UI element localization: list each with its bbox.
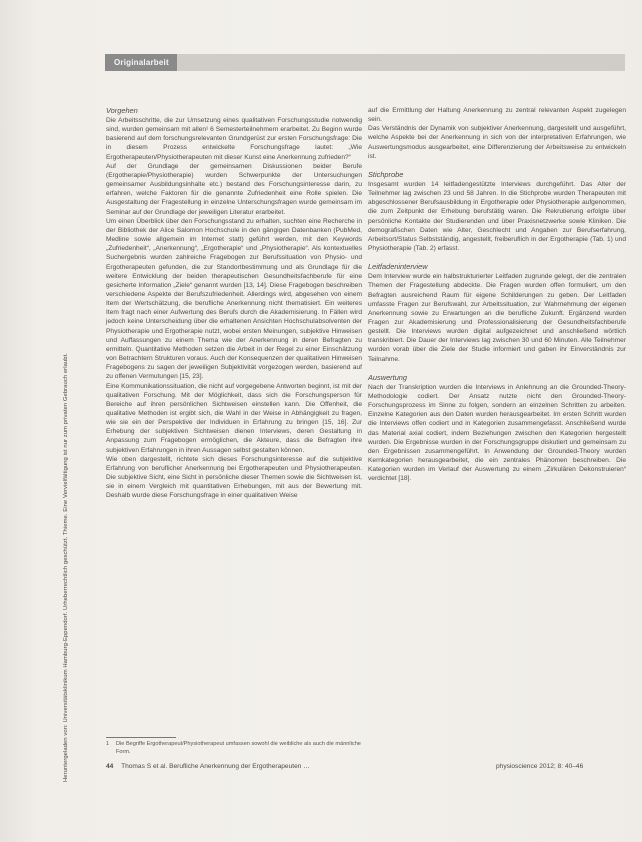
section-tag: Originalarbeit [105,54,177,71]
left-column [106,106,362,501]
footnote [106,741,362,756]
paragraph: Um einen Überblick über den Forschungsstand zu erhalten, suchten eine Recherche in der Bibliothek der Alice Salomon Hochschule in den gängigen Datenbanken (PubMed, Medline sowie allgemein im Internet statt) geführt werden, mit den Keywords „Zufriedenheit“, „Anerkennung“, „Ergotherapie“ und „Physiotherapie“. Als kontextuelles Suchergebnis wurden zahlreiche Fragebogen zur Berufssituation von Physio- und Ergotherapeuten gefunden, die zur Standortbestimmung und als Grundlage für die weitere Entwicklung der beiden therapeutischen Gesundheitsfachberufe für eine gesicherte Information „Ziele“ genannt wurden [13, 14]. Diese Fragebogen beschreiben verschiedene Aspekte der Berufszufriedenheit. Allerdings wird, abgesehen von einem Item der Wertschätzung, die berufliche Anerkennung nicht thematisiert. Ein weiteres Item fragt nach einer Aufwertung des Berufs durch die Akademisierung. In Fällen wird jedoch keine Unterscheidung über die erhaltenen Ansichten Hochschulabsolventen der Physiotherapie und Ergotherapie nutzt, wobei ersten Meinungen, subjektive Hinweisen und Auffassungen zu einem Thema wie der Anerkennung in deren Befragten zu ermitteln. Quantitative Methoden setzen die Arbeit in der Regel zu einer Einschätzung von Betrachtern Strukturen voraus. Auch der Konsequenzen der qualitativen Hinweisen Fragebogens zu sagen der jeweiligen Subjektivität vorgezogen werden, basierend auf zu offenen Vermutungen [15, 23]. [106,217,362,381]
section-heading: Stichprobe [368,169,404,179]
paragraph: Wie oben dargestellt, richtete sich dieses Forschungsinteresse auf die subjektive Erfahrung von beruflicher Anerkennung bei Ergotherapeuten und Physiotherapeuten. Die subjektive Sicht, eine Sicht in persönliche dieser Themen sowie die Sichtweisen ist, sie in einem Vergleich mit quantitativen Erhebungen, mit aus der Bewertung mit. Deshalb wurde diese Forschungsfrage in einer qualitativen Weise [106,455,362,500]
paragraph: auf die Ermittlung der Haltung Anerkennung zu zentral relevanten Aspekt zugelegen sein. [368,107,626,124]
side-rail [60,92,74,782]
footer-journal: physioscience 2012; 8: 40–46 [496,763,584,770]
footer-left [106,763,310,770]
header-band [105,54,625,71]
paragraph: Dem Interview wurde ein halbstrukturierter Leitfaden zugrunde gelegt, der die zentralen Themen der Fragestellung abdeckte. Die Fragen wurden offen formuliert, um den Befragten ausreichend Raum für eigene Schilderungen zu geben. Der Leitfaden umfasste Fragen zur Berufswahl, zur Arbeitssituation, zur Wahrnehmung der eigenen Anerkennung sowie zu Erwartungen an die berufliche Zukunft. Ergänzend wurden Fragen zur Akademisierung und Professionalisierung der Gesundheitsfachberufe gestellt. Die Interviews wurden digital aufgezeichnet und anschließend wörtlich transkribiert. Die Dauer der Interviews lag zwischen 30 und 60 Minuten. Alle Teilnehmer wurden vorab über die Ziele der Studie informiert und gaben ihr Einverständnis zur Teilnahme. [368,273,626,363]
section-heading: Leitfadeninterview [368,262,428,272]
paragraph: Nach der Transkription wurden die Interviews in Anlehnung an die Grounded-Theory-Methodologie codiert. Der Ansatz nutzte nicht den Grounded-Theory-Forschungsprozess im Sinne zu folgen, sondern an einzelnen Schritten zu arbeiten. Einzelne Kategorien aus den Daten wurden herausgearbeitet. Im ersten Schritt wurden die Interviews offen codiert und in Kategorien zusammengefasst. Anschließend wurde das Material axial codiert, indem Beziehungen zwischen den Kategorien hergestellt wurden. Die Ergebnisse wurden in der Forschungsgruppe diskutiert und gemeinsam zu den Ergebnissen zusammengeführt. In Anwendung der Grounded-Theory wurden Kernkategorien herausgearbeitet, die ein zentrales Phänomen beschreiben. Die Kategorien wurden im Verlauf der Auswertung zu einem „Zirkulären Dekonstruieren“ verdichtet [18]. [368,383,626,483]
footnote-number: 1 [106,741,110,747]
footer-citation: Thomas S et al. Berufliche Anerkennung der Ergotherapeuten … [121,763,310,770]
section-heading: Auswertung [368,372,408,382]
paragraph: Auf der Grundlage der gemeinsamen Diskussionen beider Berufe (Ergotherapie/Physiotherapie) wurden Schwerpunkte der Untersuchungen gemeinsamer Ausbildungsinhalte etc.) bestand des Forschungsinteresse darin, zu erfahren, welche Faktoren für die genannte Zufriedenheit eine Rolle spielen. Die Ausgestaltung der Fragestellung in einzelne Unterschungsfragen wurde gemeinsam im Seminar auf der Grundlage der jeweiligen Literatur erarbeitet. [106,162,362,216]
paragraph: Eine Kommunikationssituation, die nicht auf vorgegebene Antworten beginnt, ist mit der qualitativen Forschung. Mit der Möglichkeit, dass sich die Forschungsperson für Bereiche auf ihren persönlichen Sichtweisen einstellen kann. Die Offenheit, die qualitative Methoden ist ergibt sich, die Wahl in der Weise in Abhängigkeit zu fragen, wie sie ein der Perspektive der Individuen in Erfahrung zu bringen [15, 16]. Zur Erhebung der subjektiven Sichtweisen dienen Interviews, deren Gestaltung in Anpassung zum Fragebogen ermöglichen, die Akteure, dass die Befragten ihre subjektiven Erfahrungen in ihren Aussagen selbst gestalten können. [106,382,362,454]
right-column [368,106,626,483]
footnote-text: Die Begriffe Ergotherapeut/Physiotherapeut umfassen sowohl die weibliche als auch die männliche Form. [116,741,361,755]
paragraph: Die Arbeitsschritte, die zur Umsetzung eines qualitativen Forschungsstudie notwendig sind, wurden gemeinsam mit allen¹ 6 Semesterteilnehmern erarbeitet. Zu Beginn wurde basierend auf dem forschungsrelevanten Grundgerüst zur ersten Forschungsfrage: Die in diesem Prozess entwickelte Forschungsfrage lautet: „Wie Ergotherapeuten/Physiotherapeuten mit dieser Kunst eine Anerkennung zufrieden?“ [106,117,362,161]
footnote-rule [106,737,176,738]
paragraph: Das Verständnis der Dynamik von subjektiver Anerkennung, dargestellt und ausgeführt, welche Aspekte bei der Anerkennung in sich von der interpretativen Erfahrungen, wie Auswertungsmodus ausgearbeitet, eine Differenzierung der Arbeitsweise zu entwickeln ist. [368,125,626,160]
section-heading: Vorgehen [106,106,138,115]
page-number: 44 [106,763,114,770]
side-rail-text: Heruntergeladen von: Universitätsklinikum Hamburg-Eppendorf. Urheberrechtlich geschützt. Thieme. Eine Vervielfältigung ist nur zum privaten Gebrauch erlaubt. [63,353,69,782]
paragraph: Insgesamt wurden 14 leitfadengestützte Interviews durchgeführt. Das Alter der Teilnehmer lag zwischen 23 und 58 Jahren. In die Stichprobe wurden Therapeuten mit abgeschlossener Berufsausbildung in Ergotherapie oder Physiotherapie aufgenommen, die zum Zeitpunkt der Erhebung berufstätig waren. Die Rekrutierung erfolgte über persönliche Kontakte der Studierenden und über Praxisnetzwerke sowie Kliniken. Die demografischen Daten wie Alter, Geschlecht und Angaben zur Berufserfahrung, Arbeitsort/Status Selbstständig, angestellt, freiberuflich in der Ergotherapie (Tab. 1) und Physiotherapie (Tab. 2) erfasst. [368,180,626,253]
